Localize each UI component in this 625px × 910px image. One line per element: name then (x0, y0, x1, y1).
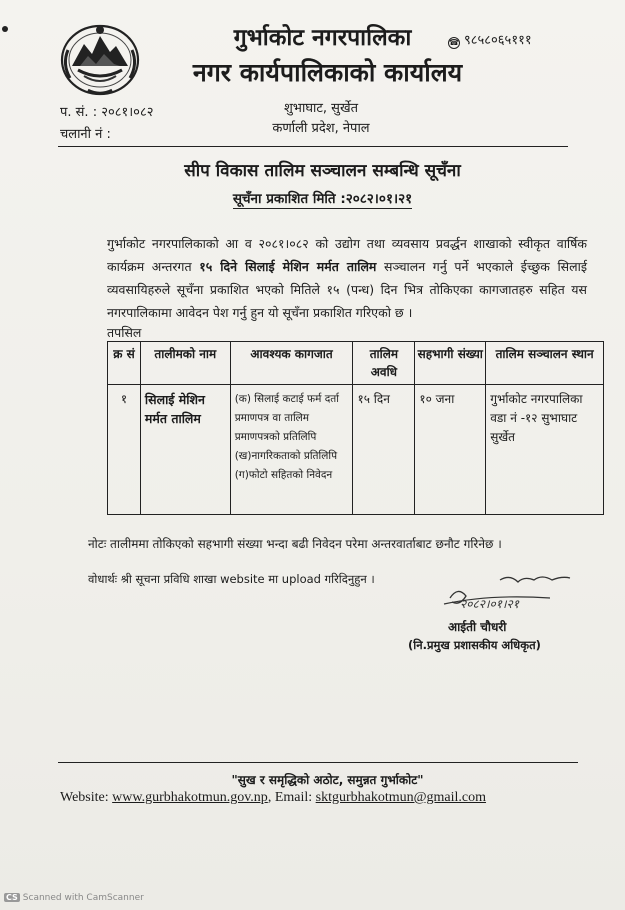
phone-text: ९८५८०६५१११ (464, 33, 532, 48)
note-text: नोटः तालीममा तोकिएको सहभागी संख्या भन्दा बढी निवेदन परेमा अन्तरवार्ताबाट छनौट गरिनेछ । (88, 537, 502, 551)
published-date (0, 189, 625, 207)
published-date-text: सूचँना प्रकाशित मिति :२०८२।०१।२१ (232, 191, 413, 207)
cell-participants: १० जना (415, 385, 486, 515)
cell-venue: गुर्भाकोट नगरपालिका वडा नं -१२ सुभाघाट सुर्खेत (486, 385, 604, 515)
footer-contact (60, 790, 486, 806)
email-link[interactable]: sktgurbhakotmun@gmail.com (315, 790, 487, 805)
cell-training-name: सिलाई मेशिन मर्मत तालिम (140, 385, 230, 515)
notice-body-part-2: सञ्चालन गर्नु पर्ने भएकाले ईच्छुक सिलाई व्यवसायिहरुले सूचँना प्रकाशित भएको मितिले १५ (पन्ध) दिन भित्र तोकिएका कागजातहरु सहित यस नगरपालिकामा आवेदन पेश गर्नु हुन यो सूचँना प्रकाशित गरिएको छ । (107, 259, 587, 320)
col-header-documents: आवश्यक कागजात (230, 342, 353, 385)
dispatch-number: चलानी नं : (60, 127, 111, 142)
cell-documents: (क) सिलाई कटाई फर्म दर्ता प्रमाणपत्र वा तालिम प्रमाणपत्रको प्रतिलिपि (ख)नागरिकताको प्रतिलिपि (ग)फोटो सहितको निवेदन (230, 385, 353, 515)
tapsil-label: तपसिल (107, 325, 142, 340)
table-row (108, 385, 604, 515)
cell-duration: १५ दिन (353, 385, 415, 515)
slogan: "सुख र समृद्धिको अठोट, समुन्नत गुर्भाकोट" (231, 773, 424, 787)
col-header-participants: सहभागी संख्या (415, 342, 486, 385)
col-header-training-name: तालीमको नाम (140, 342, 230, 385)
notice-body-part-1: गुर्भाकोट नगरपालिकाको आ व २०८१।०८२ को उद्योग तथा व्यवसाय प्रवर्द्धन शाखाको स्वीकृत वार्षिक कार्यक्रम अन्तरगत (107, 236, 587, 274)
address-line-1: शुभाघाट, सुर्खेत (283, 101, 359, 116)
phone-icon: ☎ (449, 38, 459, 47)
header-divider (58, 146, 568, 147)
table-header-row (108, 342, 604, 385)
col-header-sn: क्र सं (108, 342, 141, 385)
training-table (107, 341, 604, 515)
handwritten-signature-icon (430, 572, 580, 622)
ref-number: प. सं. : २०८१।०८२ (60, 105, 154, 120)
col-header-venue: तालिम सञ्चालन स्थान (486, 342, 604, 385)
website-link[interactable]: www.gurbhakotmun.gov.np (112, 790, 268, 805)
camscanner-logo-icon: CS (6, 893, 18, 902)
notice-body-highlight: १५ दिने सिलाई मेशिन मर्मत तालिम (199, 259, 377, 274)
signer-name: आईती चौधरी (448, 620, 507, 634)
signer-title: (नि.प्रमुख प्रशासकीय अधिकृत) (408, 638, 541, 652)
bodharth-text: वोधार्थः श्री सूचना प्रविधि शाखा website मा upload गरिदिनुहुन । (88, 572, 375, 586)
col-header-duration: तालिम अवधि (353, 342, 415, 385)
org-name: गुर्भाकोट नगरपालिका (233, 25, 412, 51)
cell-sn: १ (108, 385, 141, 515)
address-line-2: कर्णाली प्रदेश, नेपाल (272, 121, 370, 136)
office-name: नगर कार्यपालिकाको कार्यालय (192, 58, 463, 87)
watermark-text: Scanned with CamScanner (22, 893, 144, 903)
notice-body (107, 232, 587, 324)
website-label: Website: (60, 790, 113, 805)
notice-heading: सीप विकास तालिम सञ्चालन सम्बन्धि सूचँना (184, 161, 461, 181)
signature-date: २०८२।०१।२१ (460, 597, 520, 611)
camscanner-watermark (4, 893, 144, 903)
phone-number (448, 30, 532, 49)
footer-divider (58, 762, 578, 763)
email-label: , Email: (267, 790, 316, 805)
